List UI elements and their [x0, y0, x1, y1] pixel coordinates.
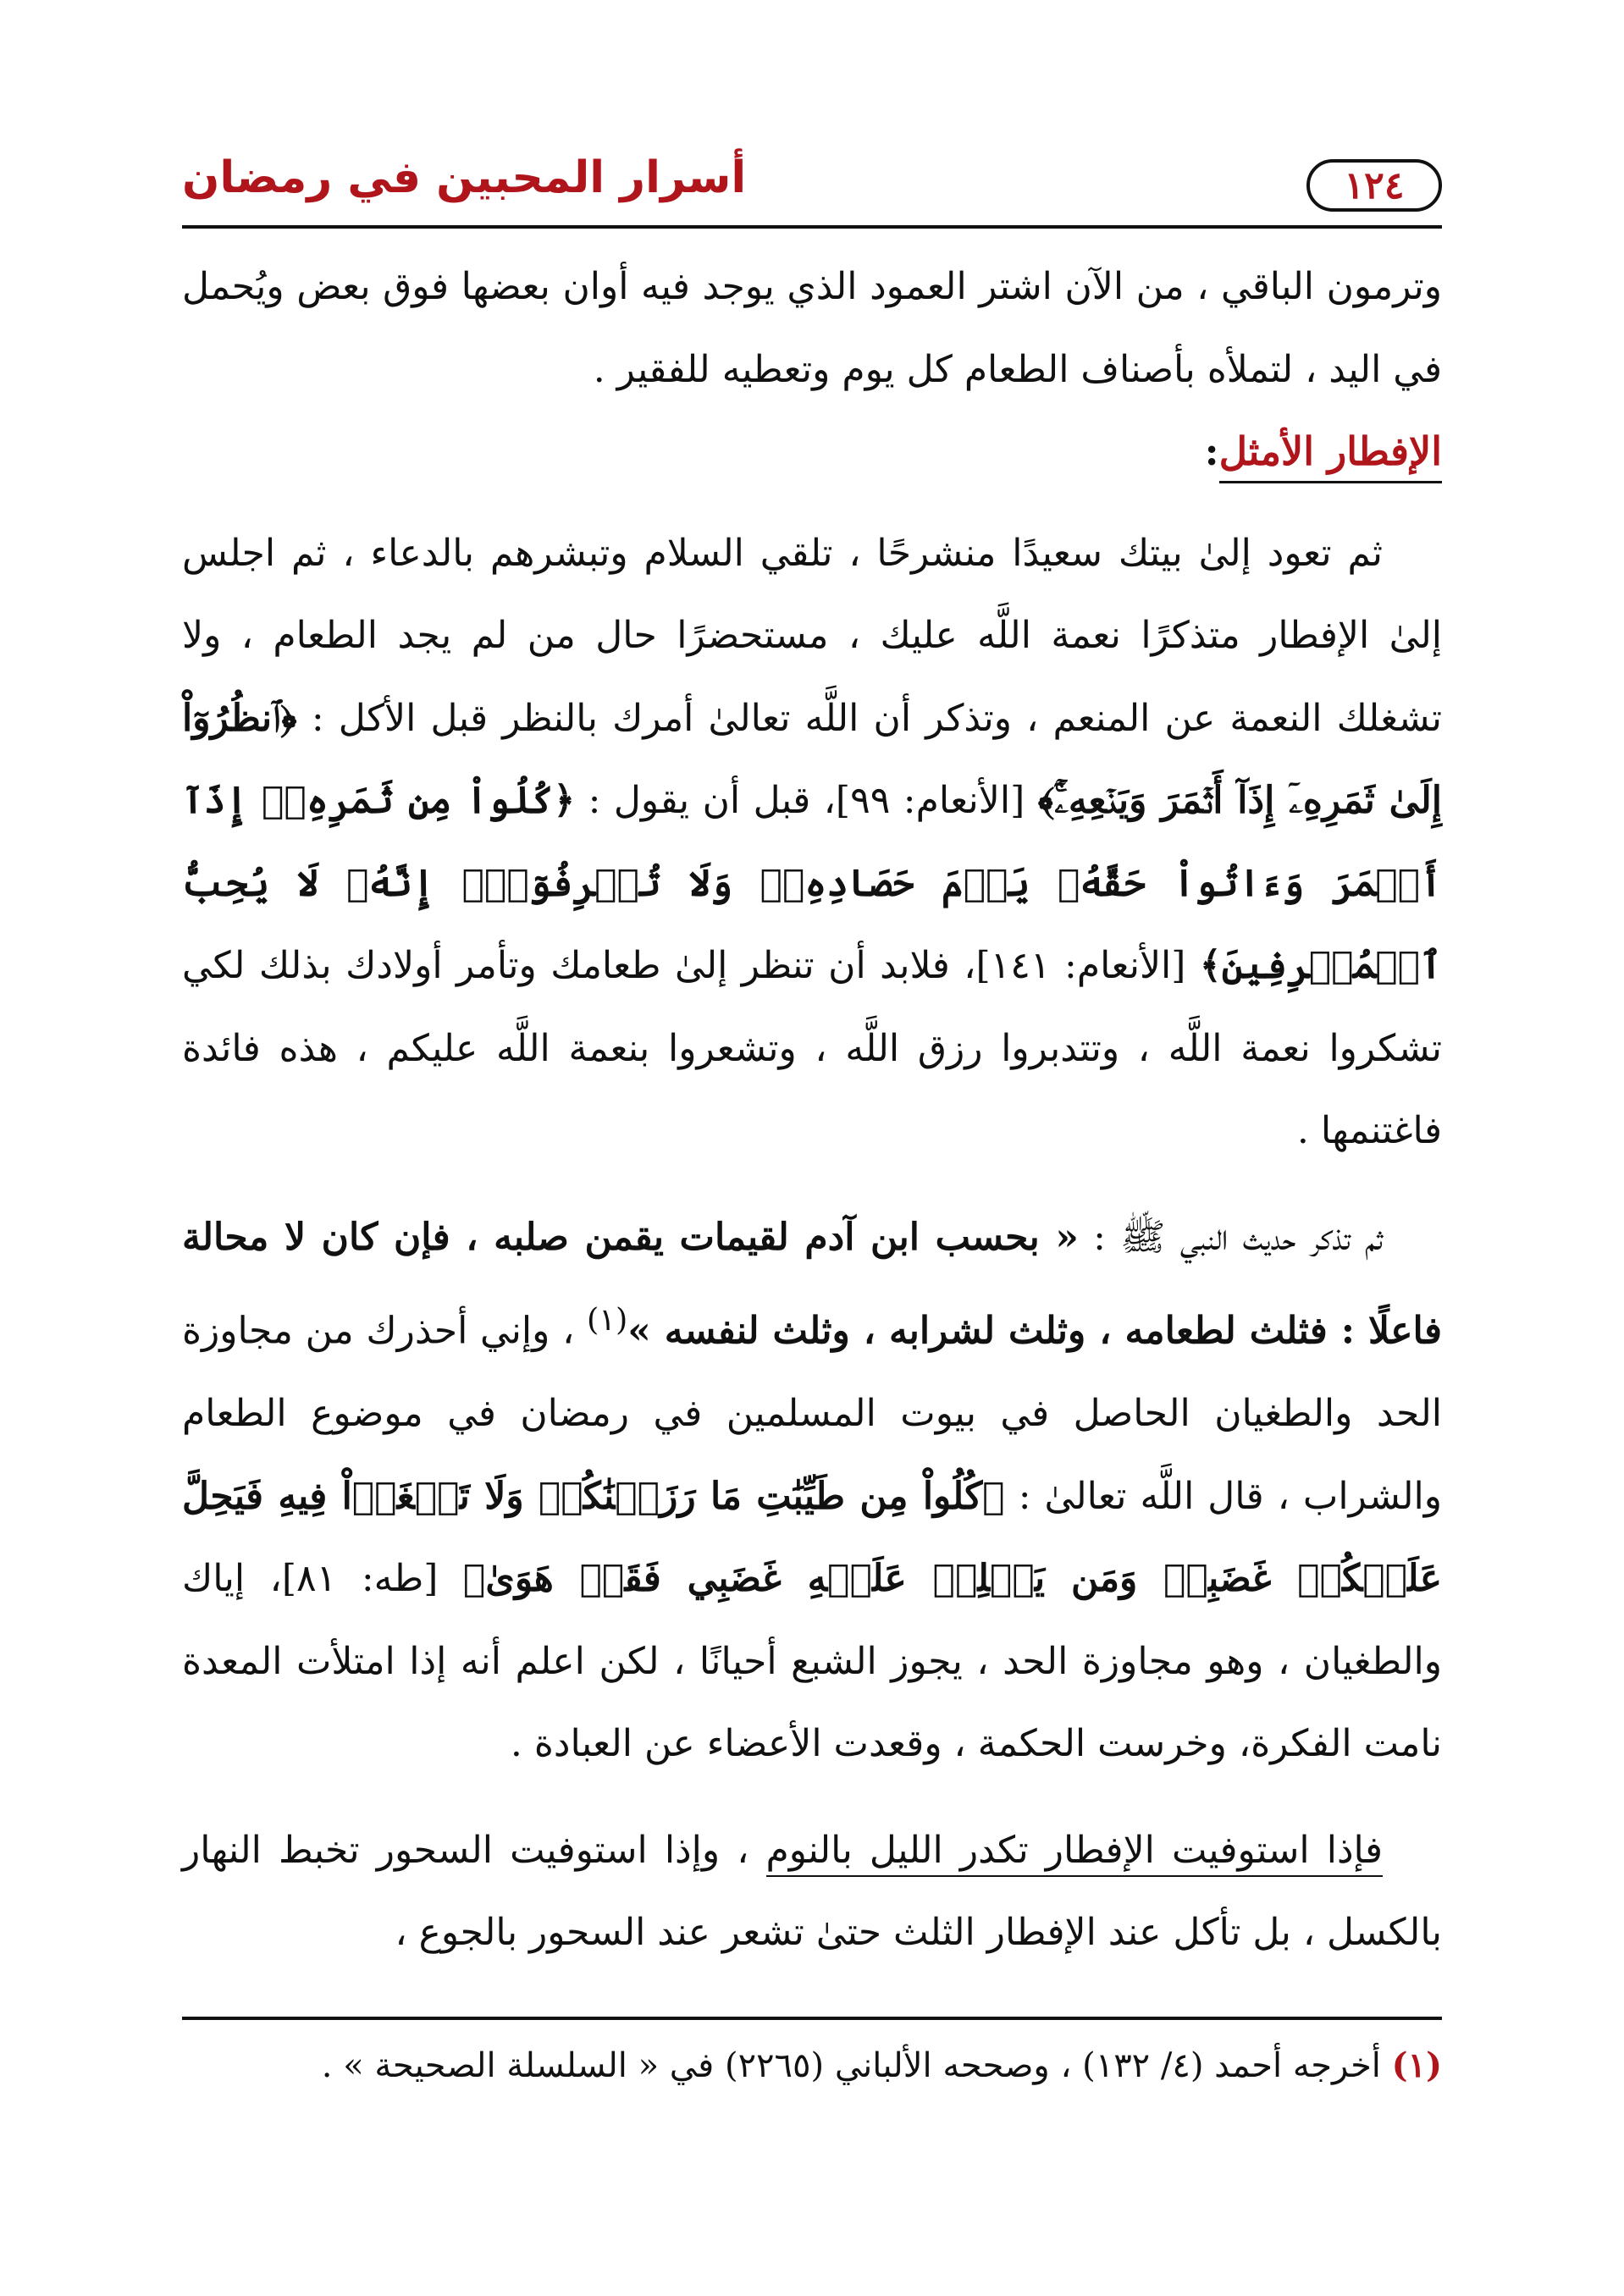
page-number: ١٢٤: [1344, 163, 1405, 207]
quran-verse-3: ﴿كُلُواْ مِن طَيِّبَٰتِ مَا رَزَقۡنَٰكُمۡ وَلَا تَطۡغَوۡاْ فِيهِ فَيَحِلَّ عَلَيۡكُمۡ غَضَبِيۖ وَمَن يَحۡلِلۡ عَلَيۡهِ غَضَبِي فَقَدۡ هَوَىٰ﴾: [182, 1474, 1442, 1601]
underlined-phrase: فإذا استوفيت الإفطار تكدر الليل بالنوم: [766, 1829, 1383, 1877]
paragraph-4: [182, 1809, 1442, 1974]
section-heading: [182, 411, 1442, 494]
page-header: [182, 144, 1442, 229]
book-title: أسرار المحبين في رمضان: [182, 152, 747, 203]
footnote-marker: (١): [586, 1301, 628, 1338]
footnote: [182, 2040, 1442, 2091]
spacer: [182, 1785, 1442, 1809]
header-divider: [182, 225, 1442, 229]
paragraph-1-line-1: وترمون الباقي ، من الآن اشتر العمود الذي يوجد فيه أوان بعضها فوق بعض: [296, 265, 1442, 308]
paragraph-2: [182, 512, 1442, 1173]
spacer: [182, 1173, 1442, 1196]
footnote-text: أخرجه أحمد (٤/ ١٣٢) ، وصححه الألباني (٢٢٦٥) في « السلسلة الصحيحة » .: [321, 2046, 1381, 2085]
paragraph-1: [182, 246, 1442, 411]
paragraph-3-text-b: ، وإني أحذرك من مجاوزة الحد والطغيان الحاصل في بيوت المسلمين في رمضان في موضوع الطعام والشراب ، قال اللَّه تعالىٰ :: [182, 1309, 1442, 1518]
paragraph-3: [182, 1196, 1442, 1785]
paragraph-2-text-b: [الأنعام: ١٤١]، فلابد أن تنظر إلىٰ طعامك وتأمر أولادك بذلك لكي تشكروا نعمة اللَّه ، وتتدبروا رزق اللَّه ، وتشعروا بنعمة اللَّه عليكم ، هذه فائدة فاغتنمها .: [182, 944, 1442, 1152]
paragraph-3-text-c: [طه: ٨١]، إياك والطغيان ، وهو مجاوزة الحد ، يجوز الشبع أحيانًا ، لكن اعلم أنه إذا امتلأت المعدة نامت الفكرة، وخرست الحكمة ، وقعدت الأعضاء عن العبادة .: [182, 1557, 1442, 1766]
paragraph-1-line-2: ويُحمل في اليد ، لتملأه بأصناف الطعام كل يوم وتعطيه للفقير .: [182, 265, 1442, 391]
page-body: [182, 246, 1442, 1974]
footnote-divider: [182, 2017, 1442, 2020]
quran-verse-1: ﴿ٱنظُرُوٓاْ إِلَىٰ ثَمَرِهِۦٓ إِذَآ أَثۡمَرَ وَيَنۡعِهِۦٓۚ﴾: [182, 696, 1442, 822]
paragraph-3-text-a: ثم تذكر حديث النبي ﷺ :: [1093, 1215, 1383, 1259]
paragraph-4-text: ، وإذا استوفيت السحور تخبط النهار بالكسل ، بل تأكل عند الإفطار الثلث حتىٰ تشعر عند السحور بالجوع ،: [182, 1828, 1442, 1955]
page-number-badge: [1306, 159, 1442, 212]
paragraph-2-text-a: ثم تعود إلىٰ بيتك سعيدًا منشرحًا ، تلقي السلام وتبشرهم بالدعاء ، ثم اجلس إلىٰ الإفطار متذكرًا نعمة اللَّه عليك ، مستحضرًا حال من لم يجد الطعام ، ولا تشغلك النعمة عن المنعم ، وتذكر أن اللَّه تعالىٰ أمرك بالنظر قبل الأكل :: [182, 531, 1442, 740]
footnote-number: (١): [1391, 2045, 1442, 2085]
section-heading-colon: :: [1204, 428, 1219, 474]
verse-reference-1: [الأنعام: ٩٩]، قبل أن يقول :: [588, 779, 1025, 822]
section-heading-text: الإفطار الأمثل: [1219, 428, 1442, 483]
hadith-text: « بحسب ابن آدم لقيمات يقمن صلبه ، فإن كان لا محالة فاعلًا : فثلث لطعامه ، وثلث لشرابه ، وثلث لنفسه »: [182, 1215, 1442, 1353]
spacer: [182, 494, 1442, 512]
quran-verse-2: ﴿كُلُواْ مِن ثَمَرِهِۦٓ إِذَآ أَثۡمَرَ وَءَاتُواْ حَقَّهُۥ يَوۡمَ حَصَادِهِۦۖ وَلَا تُسۡرِفُوٓاْۚ إِنَّهُۥ لَا يُحِبُّ ٱلۡمُسۡرِفِينَ﴾: [182, 779, 1442, 987]
